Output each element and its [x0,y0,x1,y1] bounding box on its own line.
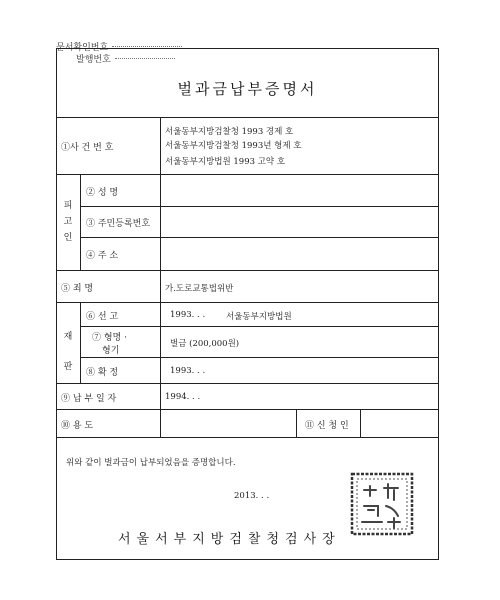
trial-group-label [62,322,74,382]
case-number-label: ①사 건 번 호 [61,143,114,153]
case-number-line-2: 서울동부지방검찰청 1993년 형제 호 [165,141,302,151]
defendant-char-1: 피 [63,201,73,211]
row-divider [56,409,439,410]
offense-value: 가.도로교통법위반 [165,284,234,294]
finalization-date: 1993. . . [170,366,206,376]
row-divider [80,326,439,327]
trial-char-2: 판 [63,362,73,372]
defendant-char-2: 고 [63,217,73,227]
case-number-line-1: 서울동부지방검찰청 1993 경제 호 [165,127,294,137]
row-divider [80,206,439,207]
issue-number [76,52,175,65]
group-column-divider [80,302,81,383]
row-divider [56,174,439,175]
purpose-label: ⑩ 용 도 [61,421,94,431]
penalty-label: ⑦ 형명 · [92,333,127,343]
certification-statement: 위와 같이 벌과금이 납부되었음을 증명합니다. [66,458,236,468]
applicant-label: ⑪ 신 청 인 [305,421,349,431]
name-label: ② 성 명 [86,188,119,198]
label-column-divider [160,117,161,437]
group-column-divider [80,174,81,270]
penalty-value: 벌금 (200,000원) [170,339,240,349]
row-divider [56,302,439,303]
issue-date: 2013. . . [234,491,270,501]
case-number-line-3: 서울동부지방법원 1993 고약 호 [165,157,286,167]
penalty-term-label: 형기 [102,346,120,356]
row-divider [56,270,439,271]
row-divider [80,237,439,238]
defendant-group-label [62,198,74,246]
table-top-line [56,117,439,118]
sentence-court: 서울동부지방법원 [226,312,292,322]
row-divider [56,383,439,384]
trial-char-1: 재 [63,332,73,342]
document-title: 벌과금납부증명서 [177,80,318,98]
offense-label: ⑤ 죄 명 [61,284,94,294]
issuing-office: 서울서부지방검찰청검사장 [118,532,341,547]
applicant-divider [360,409,361,437]
sentence-label: ⑥ 선 고 [86,312,119,322]
finalization-label: ⑧ 확 정 [86,368,119,378]
issue-number-label: 발행번호 [76,55,111,65]
address-label: ④ 주 소 [86,251,119,261]
row-divider [80,357,439,358]
payment-date-value: 1994. . . [165,392,201,402]
payment-date-label: ⑨ 납 부 일 자 [61,394,117,404]
defendant-char-3: 인 [63,233,73,243]
official-seal-icon [348,470,416,538]
resident-number-label: ③ 주민등록번호 [86,219,151,229]
table-bottom-line [56,437,439,438]
applicant-divider [296,409,297,437]
document-check-number-label: 문서확인번호 [56,43,109,53]
sentence-date: 1993. . . [170,310,206,320]
redacted-number [115,58,175,62]
